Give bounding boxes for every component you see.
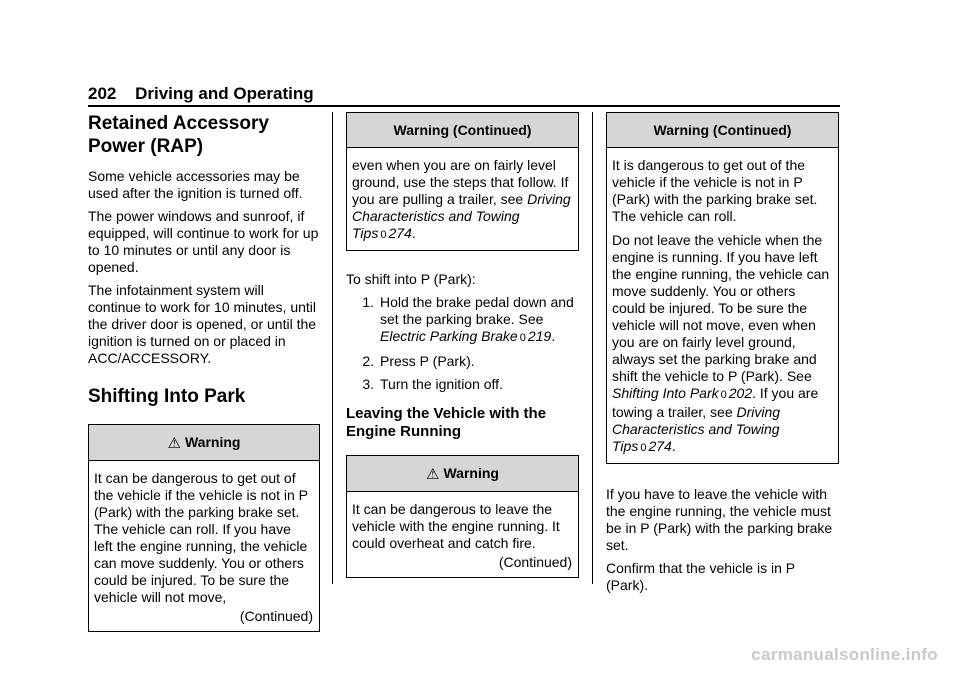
page-ref-icon: 0 [380,229,387,241]
warning-box-header: Warning (Continued) [607,113,838,148]
cross-reference-link[interactable]: Driving Characteristics and Towing Tips [612,404,781,454]
watermark: carmanualsonline.info [751,645,938,664]
rap-paragraph-3: The infotainment system will continue to work for 10 minutes, until the driver door is opened, or until the ignition is turned on or placed in ACC/ACCESSORY. [88,282,317,366]
step-number: 3. [362,376,374,392]
leaving-vehicle-heading: Leaving the Vehicle with the Engine Running [346,405,547,440]
page-ref-icon: 0 [519,332,526,344]
warning-text: It can be dangerous to leave the vehicle with the engine running. It could overheat and catch fire. [352,501,560,551]
warning-title: Warning [443,465,499,481]
page-ref-number[interactable]: 219 [527,328,552,344]
warning-box-header [347,456,578,492]
warning-box-continued [346,112,579,251]
column-1 [88,112,320,632]
step-text: Turn the ignition off. [380,376,503,392]
warning-box-header: Warning (Continued) [347,113,578,148]
section-title: Driving and Operating [135,84,314,103]
warning-box-engine-running [346,455,579,578]
page-ref-number[interactable]: 274 [648,438,672,454]
warning-box-body [89,461,319,631]
column-divider-1 [332,112,333,584]
header-rule [88,105,840,107]
continued-label: (Continued) [498,554,572,570]
cross-reference-link[interactable]: Shifting Into Park [612,385,719,401]
step-number: 2. [362,353,374,369]
leave-paragraph: If you have to leave the vehicle with the engine running, the vehicle must be in P (Park) with the parking brake set. [606,486,833,553]
step-text-part: Hold the brake pedal down and set the parking brake. See [380,294,574,327]
column-3 [606,112,839,600]
step-text: Press P (Park). [380,353,475,369]
warning-text-part: even when you are on fairly level ground, use the steps that follow. If you are pulling a trailer, see [352,157,569,207]
shift-steps-list [346,294,579,393]
warning-box-body [347,148,578,250]
column-divider-2 [592,112,593,584]
list-item [346,294,579,347]
page-ref-number[interactable]: 274 [388,225,412,241]
warning-text: even when you are on fairly level ground, use the steps that follow. If you are pulling a trailer, see Driving Characteristics and Towing Tips 0 274. [352,157,571,241]
continued-label: (Continued) [239,608,313,624]
warning-box-body [607,148,838,463]
warning-text-part: Do not leave the vehicle when the engine is running. If you have left the engine running, the vehicle can move suddenly. You or others could be injured. To be sure the vehicle will not move, even when you are on fairly level ground, always set the parking brake and shift the vehicle to P (Park). See [612,232,830,384]
warning-triangle-icon: ⚠ [167,435,181,452]
cross-reference-link[interactable]: Electric Parking Brake [380,328,518,344]
rap-paragraph-2: The power windows and sunroof, if equipped, will continue to work for up to 10 minutes or until any door is opened. [88,208,319,275]
step-text: Hold the brake pedal down and set the parking brake. See Electric Parking Brake 0 219. [380,294,574,344]
list-item [346,353,579,370]
warning-box-continued [606,112,839,464]
page-ref-icon: 0 [640,442,647,454]
page-header [88,84,314,104]
warning-box-body [347,492,578,577]
rap-heading: Retained Accessory Power (RAP) [88,113,269,157]
confirm-paragraph: Confirm that the vehicle is in P (Park). [606,560,795,593]
park-heading: Shifting Into Park [88,386,246,407]
warning-box-header [89,425,319,461]
step-number: 1. [362,294,374,310]
page-number: 202 [88,84,117,103]
warning-box-park [88,424,320,632]
warning-text: It is dangerous to get out of the vehicle if the vehicle is not in P (Park) with the parking brake set. The vehicle can roll. [612,157,818,224]
cross-reference-link[interactable]: Driving Characteristics and Towing Tips [352,191,571,241]
column-2 [346,112,579,578]
shift-intro: To shift into P (Park): [346,271,476,287]
warning-text: Do not leave the vehicle when the engine is running. If you have left the engine running, the vehicle can move suddenly. You or others could be injured. To be sure the vehicle will not move, even when you are on fairly level ground, always set the parking brake and shift the vehicle to P (Park). See Shifting Into Park 0 202. If you are towing a trailer, see Driving Characteristics and Towing Tips 0 274. [612,232,830,454]
list-item [346,376,579,393]
warning-text: It can be dangerous to get out of the vehicle if the vehicle is not in P (Park) with the parking brake set. The vehicle can roll. If you have left the engine running, the vehicle can move suddenly. You or others could be injured. To be sure the vehicle will not move, [94,470,308,605]
warning-triangle-icon: ⚠ [426,466,440,483]
warning-text-part: . If you are towing a trailer, see [612,385,819,420]
warning-title: Warning [184,434,241,450]
page-ref-number[interactable]: 202 [728,385,753,401]
page-ref-icon: 0 [720,389,727,401]
rap-paragraph-1: Some vehicle accessories may be used after the ignition is turned off. [88,168,303,201]
